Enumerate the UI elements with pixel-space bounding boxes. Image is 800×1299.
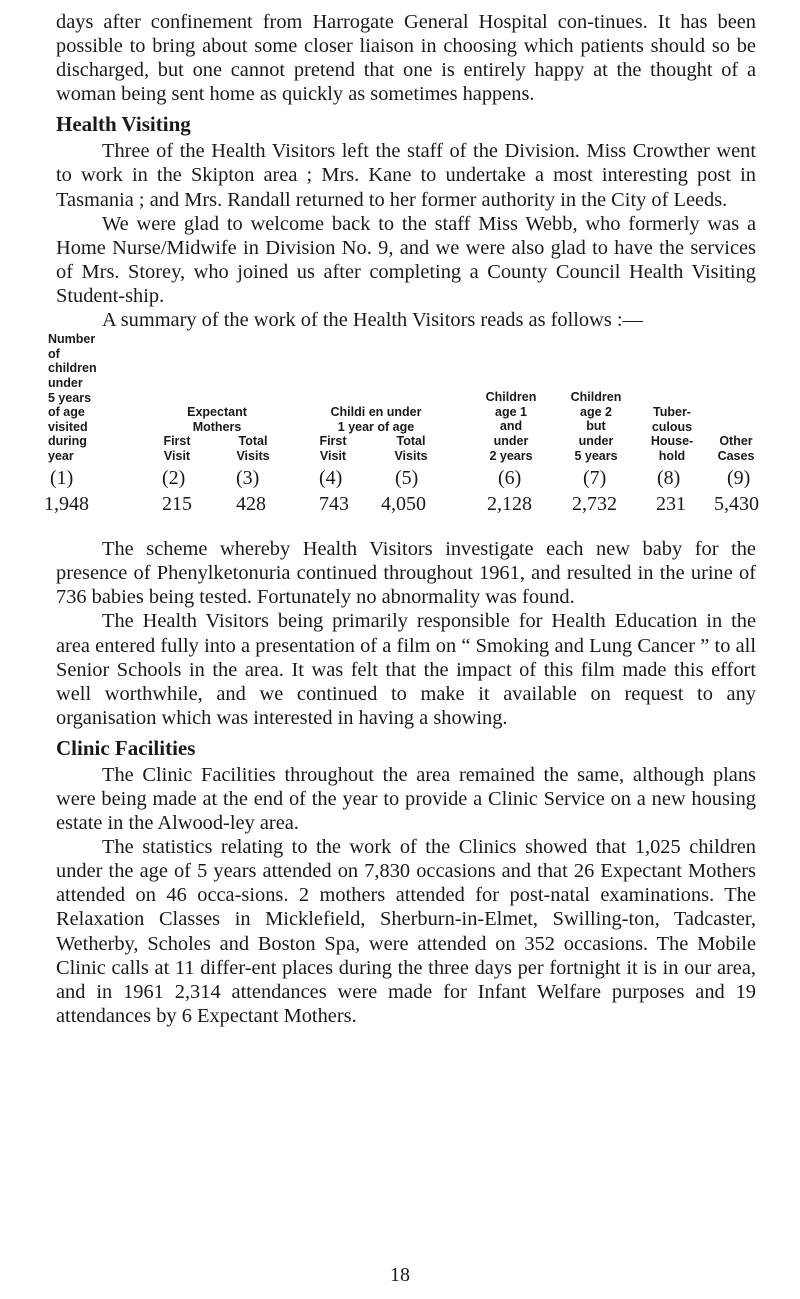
intro-paragraph: days after confinement from Harrogate General Hospital con-tinues. It has been possible to bring about some closer liaison in choosing which patients should so be discharged, but one cannot pretend that one is entirely happy at the thought of a woman being sent home as quickly as sometimes happens. xyxy=(56,11,756,106)
col6-value: 2,128 xyxy=(487,493,532,516)
col3-value: 428 xyxy=(236,493,266,516)
col2-header: First Visit xyxy=(163,434,191,463)
page-number: 18 xyxy=(390,1264,410,1286)
col3-header: Total Visits xyxy=(236,434,270,463)
clinic-facilities-heading: Clinic Facilities xyxy=(56,735,196,760)
col7-header: Children age 2 but under 5 years xyxy=(570,390,622,463)
col4-number: (4) xyxy=(319,467,343,490)
col2-value: 215 xyxy=(162,493,192,516)
col1-number: (1) xyxy=(50,467,74,490)
col4-header: First Visit xyxy=(319,434,347,463)
film-paragraph: The Health Visitors being primarily responsible for Health Education in the area entered fully into a presentation of a film on “ Smoking and Lung Cancer ” to all Senior Schools in the area. It was felt that the impact of this film made this effort well worthwhile, and we continued to make it available on request to any organisation which was interested in having a showing. xyxy=(56,610,756,729)
col8-number: (8) xyxy=(657,467,681,490)
col6-number: (6) xyxy=(498,467,522,490)
col2-number: (2) xyxy=(162,467,186,490)
col8-header: Tuber- culous House- hold xyxy=(650,405,694,463)
col7-value: 2,732 xyxy=(572,493,617,516)
col1-value: 1,948 xyxy=(44,493,89,516)
health-visiting-paragraph-1: Three of the Health Visitors left the staff of the Division. Miss Crowther went to work in the Skipton area ; Mrs. Kane to undertake a most interesting post in Tasmania ; and Mrs. Randall returned to her former authority in the City of Leeds. xyxy=(56,140,756,211)
health-visiting-paragraph-2: We were glad to welcome back to the staff Miss Webb, who formerly was a Home Nurse/Midwife in Division No. 9, and we were also glad to have the services of Mrs. Storey, who joined us after completing a County Council Health Visiting Student-ship. xyxy=(56,212,756,307)
col4-value: 743 xyxy=(319,493,349,516)
phenylketonuria-paragraph: The scheme whereby Health Visitors investigate each new baby for the presence of Phenylketonuria continued throughout 1961, and resulted in the urine of 736 babies being tested. Fortunately no abnormality was found. xyxy=(56,538,756,609)
clinic-paragraph-2: The statistics relating to the work of the Clinics showed that 1,025 children under the age of 5 years attended on 7,830 occasions and that 26 Expectant Mothers attended on 46 occa-sions. 2 mothers attended for post-natal examinations. The Relaxation Classes in Micklefield, Sherburn-in-Elmet, Swilling-ton, Tadcaster, Wetherby, Scholes and Boston Spa, were attended on 352 occasions. The Mobile Clinic calls at 11 differ-ent places during the three days per fortnight it is in our area, and in 1961 2,314 attendances were made for Infant Welfare purposes and 19 attendances by 6 Expectant Mothers. xyxy=(56,836,756,1027)
col5-number: (5) xyxy=(395,467,419,490)
col3-number: (3) xyxy=(236,467,260,490)
col8-value: 231 xyxy=(656,493,686,516)
col5-value: 4,050 xyxy=(381,493,426,516)
col7-number: (7) xyxy=(583,467,607,490)
clinic-paragraph-1: The Clinic Facilities throughout the area remained the same, although plans were being made at the end of the year to provide a Clinic Service on a new housing estate in the Alwood-ley area. xyxy=(56,763,756,835)
children-under-1-group-header: Childi en under 1 year of age xyxy=(330,405,422,434)
expectant-mothers-group-header: Expectant Mothers xyxy=(187,405,247,434)
page-body xyxy=(44,10,759,1028)
health-visitors-summary-table xyxy=(44,332,759,537)
col9-number: (9) xyxy=(727,467,751,490)
col9-value: 5,430 xyxy=(714,493,759,516)
health-visiting-paragraph-3: A summary of the work of the Health Visitors reads as follows :— xyxy=(102,309,643,332)
col6-header: Children age 1 and under 2 years xyxy=(485,390,537,463)
col1-header: Number of children under 5 years of age visited during year xyxy=(48,332,97,463)
col5-header: Total Visits xyxy=(394,434,428,463)
health-visiting-heading: Health Visiting xyxy=(56,112,191,137)
col9-header: Other Cases xyxy=(717,434,755,463)
